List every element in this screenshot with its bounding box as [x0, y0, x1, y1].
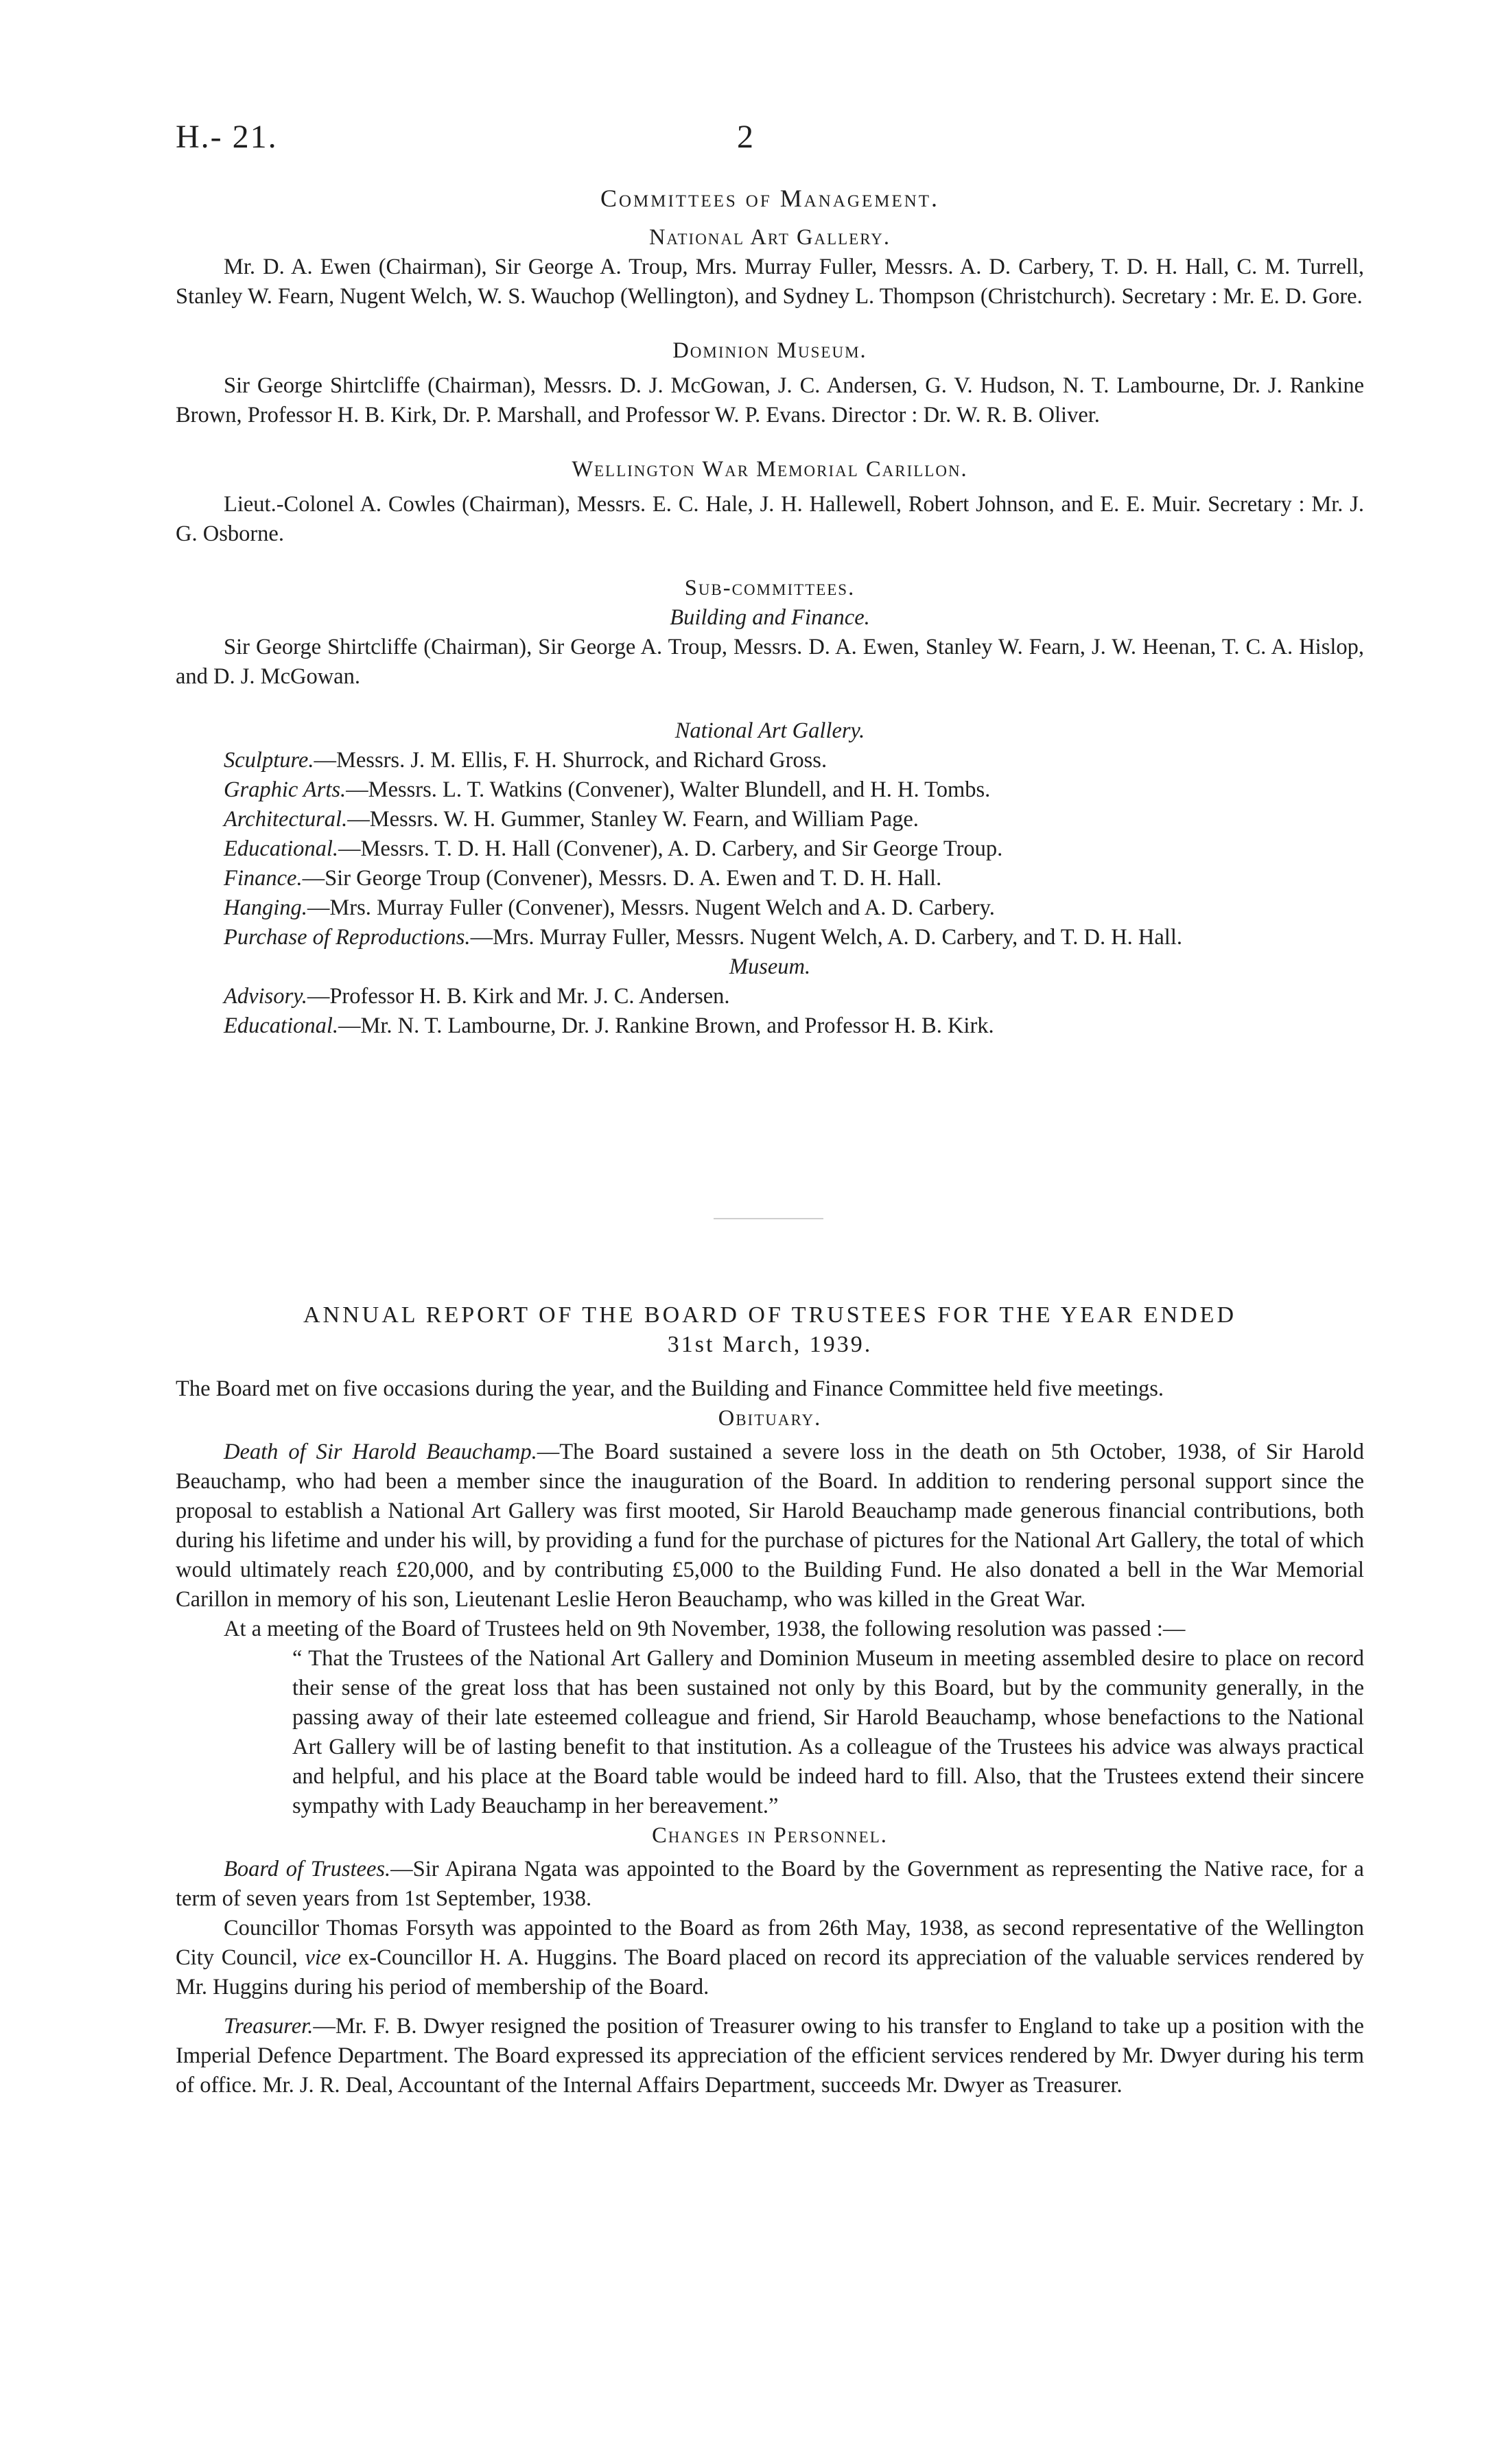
list-item: Architectural.—Messrs. W. H. Gummer, Stanley W. Fearn, and William Page. [224, 807, 919, 832]
document-code: H.- 21. [176, 119, 278, 155]
list-item: Graphic Arts.—Messrs. L. T. Watkins (Convener), Walter Blundell, and H. H. Tombs. [224, 777, 991, 802]
museum-heading: Dominion Museum. [672, 338, 867, 363]
committees-section [176, 184, 1364, 1041]
meeting-paragraph: At a meeting of the Board of Trustees held on 9th November, 1938, the following resolution was passed :— [224, 1617, 1186, 1641]
annual-report-section [176, 1300, 1364, 2100]
list-item: Educational.—Messrs. T. D. H. Hall (Convener), A. D. Carbery, and Sir George Troup. [224, 836, 1003, 861]
list-item: Educational.—Mr. N. T. Lambourne, Dr. J. Rankine Brown, and Professor H. B. Kirk. [224, 1013, 994, 1038]
art-gallery-heading: National Art Gallery. [648, 225, 891, 250]
subcommittees-heading: Sub-committees. [684, 576, 856, 600]
section-divider [714, 1218, 823, 1219]
list-item: Advisory.—Professor H. B. Kirk and Mr. J. C. Andersen. [224, 984, 730, 1009]
report-intro: The Board met on five occasions during the year, and the Building and Finance Committee held five meetings. [176, 1376, 1164, 1401]
carillon-text: Lieut.-Colonel A. Cowles (Chairman), Messrs. E. C. Hale, J. H. Hallewell, Robert Johnson, and E. E. Muir. Secretary : Mr. J. G. Osborne. [176, 492, 1364, 546]
museum-text: Sir George Shirtcliffe (Chairman), Messrs. D. J. McGowan, J. C. Andersen, G. V. Hudson, N. T. Lambourne, Dr. J. Rankine Brown, Professor H. B. Kirk, Dr. P. Marshall, and Professor W. P. Evans. Director : Dr. W. R. B. Oliver. [176, 373, 1364, 427]
report-date: 31st March, 1939. [667, 1332, 873, 1357]
art-gallery-text: Mr. D. A. Ewen (Chairman), Sir George A. Troup, Mrs. Murray Fuller, Messrs. A. D. Carbery, T. D. H. Hall, C. M. Turrell, Stanley W. Fearn, Nugent Welch, W. S. Wauchop (Wellington), and Sydney L. Thompson (Christchurch). Secretary : Mr. E. D. Gore. [176, 255, 1364, 309]
treasurer-paragraph: Treasurer.—Mr. F. B. Dwyer resigned the position of Treasurer owing to his transfer to England to take up a position with the Imperial Defence Department. The Board expressed its appreciation of the efficient services rendered by Mr. Dwyer during his term of office. Mr. J. R. Deal, Accountant of the Internal Affairs Department, succeeds Mr. Dwyer as Treasurer. [176, 2014, 1364, 2098]
subcommittee-gallery-heading: National Art Gallery. [674, 718, 865, 743]
list-item: Finance.—Sir George Troup (Convener), Messrs. D. A. Ewen and T. D. H. Hall. [224, 866, 942, 891]
obituary-heading: Obituary. [718, 1406, 822, 1431]
building-finance-heading: Building and Finance. [670, 605, 870, 630]
report-title: ANNUAL REPORT OF THE BOARD OF TRUSTEES FOR THE YEAR ENDED [303, 1302, 1236, 1328]
carillon-heading: Wellington War Memorial Carillon. [572, 457, 968, 482]
obituary-paragraph: Death of Sir Harold Beauchamp.—The Board sustained a severe loss in the death on 5th October, 1938, of Sir Harold Beauchamp, who had been a member since the inauguration of the Board. In addition to rendering personal support since the proposal to establish a National Art Gallery was first mooted, Sir Harold Beauchamp made generous financial contributions, both during his lifetime and under his will, by providing a fund for the purchase of pictures for the National Art Gallery, the total of which would ultimately reach £20,000, and by contributing £5,000 to the Building Fund. He also donated a bell in the War Memorial Carillon in memory of his son, Lieutenant Leslie Heron Beauchamp, who was killed in the Great War. [176, 1440, 1364, 1612]
building-finance-text: Sir George Shirtcliffe (Chairman), Sir George A. Troup, Messrs. D. A. Ewen, Stanley W. Fearn, J. W. Heenan, T. C. A. Hislop, and D. J. McGowan. [176, 635, 1364, 689]
resolution-quote: “ That the Trustees of the National Art Gallery and Dominion Museum in meeting assembled desire to place on record their sense of the great loss that has been sustained not only by this Board, but by the community generally, in the passing away of their late esteemed colleague and friend, Sir Harold Beauchamp, whose benefactions to the National Art Gallery will be of lasting benefit to that institution. As a colleague of the Trustees his advice was always practical and helpful, and his place at the Board table would be indeed hard to fill. Also, that the Trustees extend their sincere sympathy with Lady Beauchamp in her bereavement.” [292, 1646, 1364, 1818]
subcommittee-museum-heading: Museum. [729, 954, 811, 979]
personnel-heading: Changes in Personnel. [652, 1823, 888, 1848]
museum-subcommittee-list [176, 982, 1364, 1041]
gallery-subcommittee-list [176, 746, 1364, 952]
page-number: 2 [737, 119, 753, 155]
list-item: Hanging.—Mrs. Murray Fuller (Convener), Messrs. Nugent Welch and A. D. Carbery. [224, 895, 995, 920]
trustees-paragraph: Board of Trustees.—Sir Apirana Ngata was appointed to the Board by the Government as representing the Native race, for a term of seven years from 1st September, 1938. [176, 1857, 1364, 1911]
councillor-paragraph: Councillor Thomas Forsyth was appointed to the Board as from 26th May, 1938, as second representative of the Wellington City Council, vice ex-Councillor H. A. Huggins. The Board placed on record its appreciation of the valuable services rendered by Mr. Huggins during his period of membership of the Board. [176, 1916, 1364, 1999]
committees-title: Committees of Management. [600, 185, 940, 212]
list-item: Sculpture.—Messrs. J. M. Ellis, F. H. Shurrock, and Richard Gross. [224, 748, 827, 773]
list-item: Purchase of Reproductions.—Mrs. Murray Fuller, Messrs. Nugent Welch, A. D. Carbery, and T. D. H. Hall. [224, 925, 1182, 950]
